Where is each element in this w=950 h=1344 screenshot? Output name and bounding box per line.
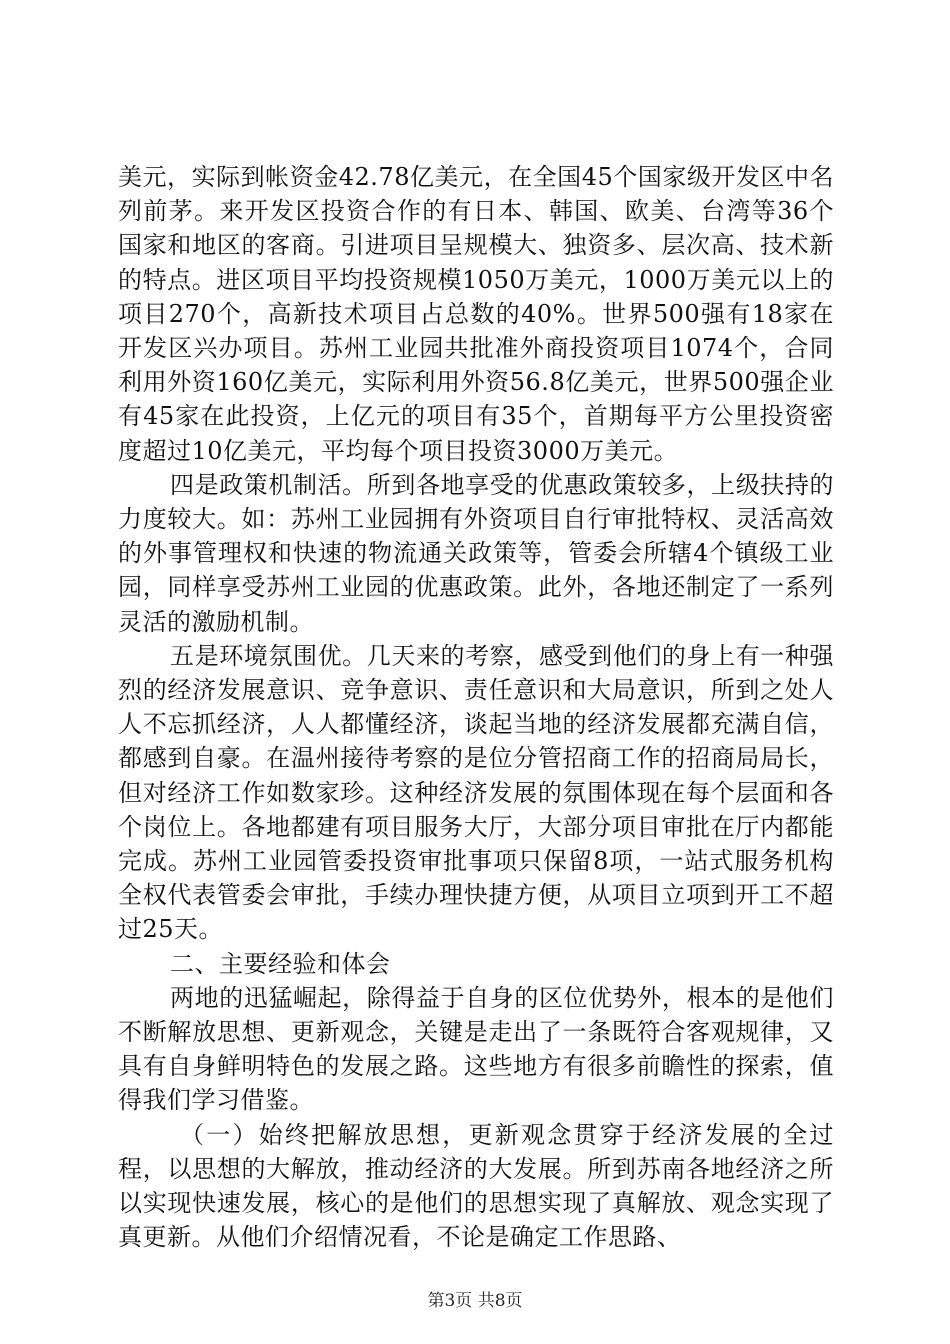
document-body — [118, 160, 834, 1255]
section-heading-experience: 二、主要经验和体会 — [170, 949, 391, 978]
page-number-label: 第3页 共8页 — [427, 1291, 523, 1311]
paragraph-policy-mechanism: 四是政策机制活。所到各地享受的优惠政策较多，上级扶持的力度较大。如：苏州工业园拥有外资项目自行审批特权、灵活高效的外事管理权和快速的物流通关政策等，管委会所辖4个镇级工业园，同样享受苏州工业园的优惠政策。此外，各地还制定了一系列灵活的激励机制。 — [118, 470, 834, 636]
paragraph-environment: 五是环境氛围优。几天来的考察，感受到他们的身上有一种强烈的经济发展意识、竞争意识、责任意识和大局意识，所到之处人人不忘抓经济，人人都懂经济，谈起当地的经济发展都充满自信，都感到自豪。在温州接待考察的是位分管招商工作的招商局局长，但对经济工作如数家珍。这种经济发展的氛围体现在每个层面和各个岗位上。各地都建有项目服务大厅，大部分项目审批在厅内都能完成。苏州工业园管委投资审批事项只保留8项，一站式服务机构全权代表管委会审批，手续办理快捷方便，从项目立项到开工不超过25天。 — [118, 641, 834, 944]
page-footer — [0, 1291, 950, 1311]
paragraph-experience-intro: 两地的迅猛崛起，除得益于自身的区位优势外，根本的是他们不断解放思想、更新观念，关键是走出了一条既符合客观规律，又具有自身鲜明特色的发展之路。这些地方有很多前瞻性的探索，值得我们学习借鉴。 — [118, 983, 834, 1115]
paragraph-investment-figures: 美元，实际到帐资金42.78亿美元，在全国45个国家级开发区中名列前茅。来开发区投资合作的有日本、韩国、欧美、台湾等36个国家和地区的客商。引进项目呈规模大、独资多、层次高、技术新的特点。进区项目平均投资规模1050万美元，1000万美元以上的项目270个，高新技术项目占总数的40%。世界500强有18家在开发区兴办项目。苏州工业园共批准外商投资项目1074个，合同利用外资160亿美元，实际利用外资56.8亿美元，世界500强企业有45家在此投资，上亿元的项目有35个，首期每平方公里投资密度超过10亿美元，平均每个项目投资3000万美元。 — [118, 163, 834, 465]
paragraph-emancipate-thinking: （一）始终把解放思想，更新观念贯穿于经济发展的全过程，以思想的大解放，推动经济的大发展。所到苏南各地经济之所以实现快速发展，核心的是他们的思想实现了真解放、观念实现了真更新。从他们介绍情况看，不论是确定工作思路、 — [118, 1120, 834, 1252]
